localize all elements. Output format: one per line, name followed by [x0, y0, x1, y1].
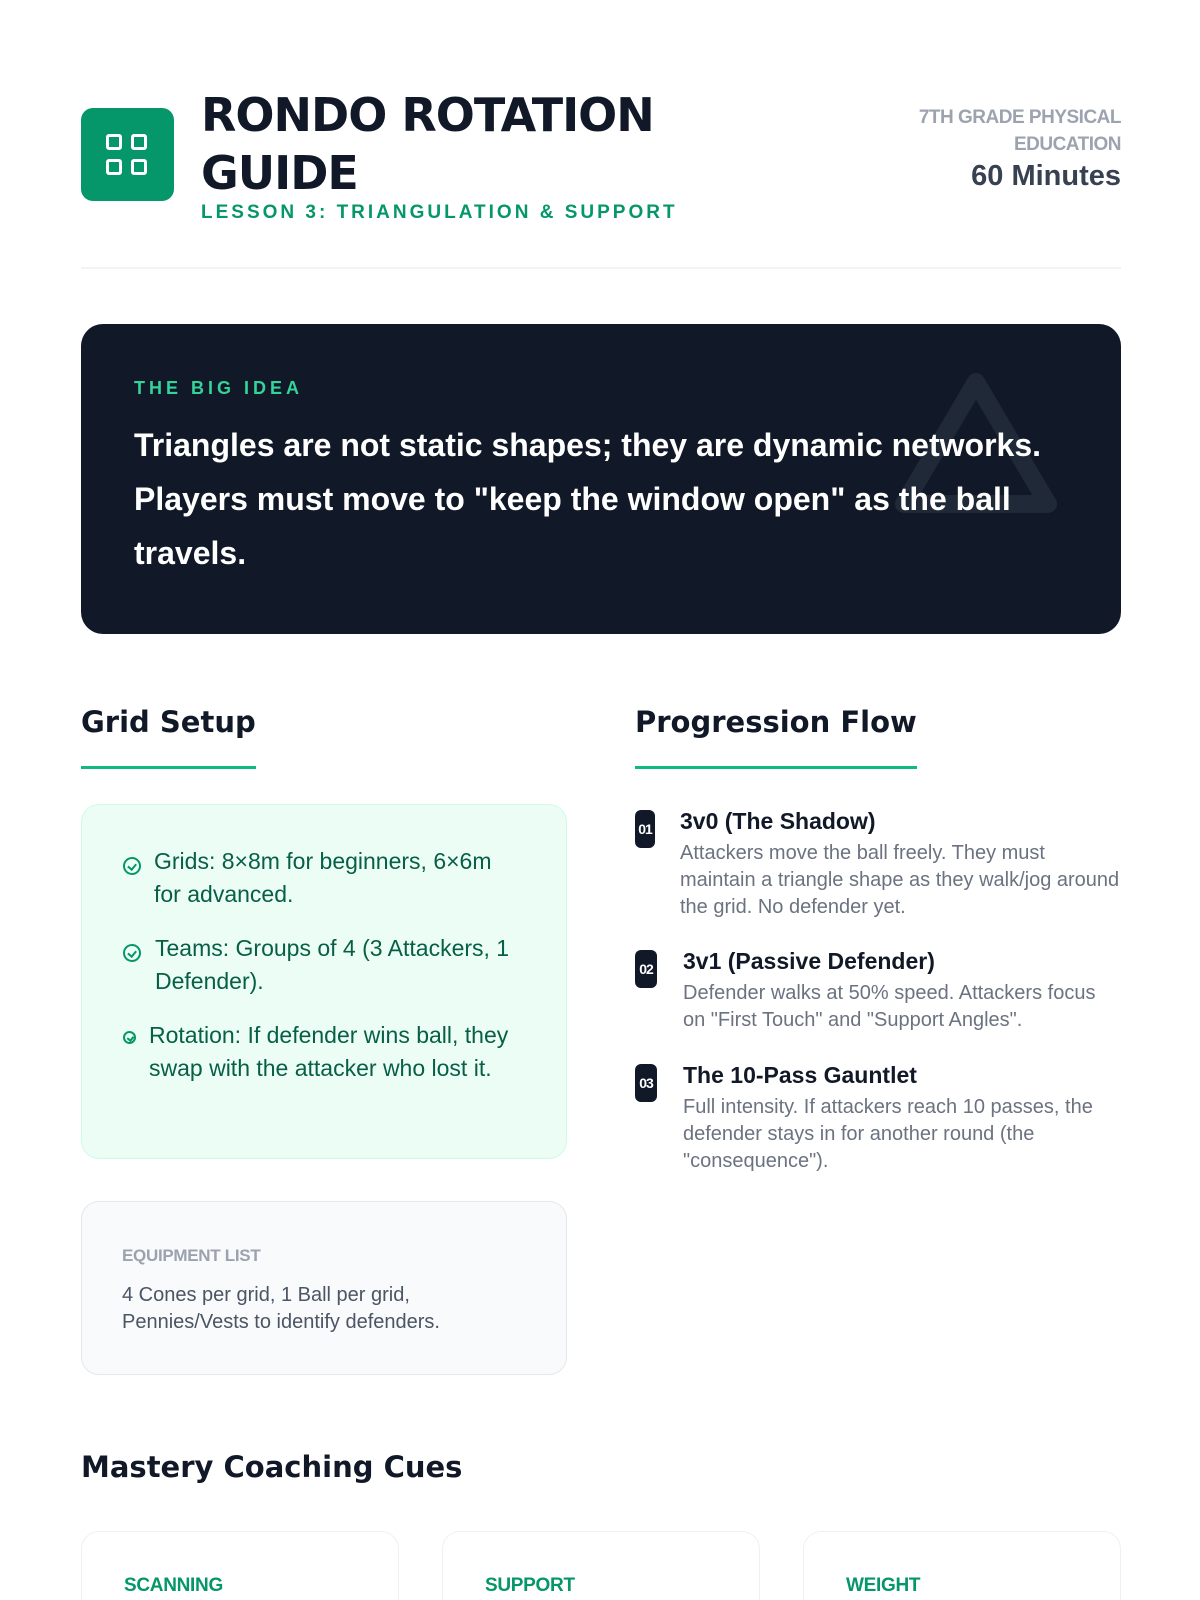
step-title: 3v0 (The Shadow) [680, 808, 876, 834]
step-description: Attackers move the ball freely. They must maintain a triangle shape as they walk/jog around the grid. No defender yet. [680, 842, 1120, 918]
header-divider [81, 267, 1121, 269]
step-title: The 10-Pass Gauntlet [683, 1062, 917, 1088]
grade-label: 7TH GRADE PHYSICAL EDUCATION [918, 107, 1121, 155]
cue-label: SUPPORT [485, 1575, 575, 1596]
cue-card-support [442, 1531, 760, 1600]
list-item: Rotation: If defender wins ball, they swap with the attacker who lost it. [149, 1022, 509, 1081]
big-idea-text: Triangles are not static shapes; they are dynamic networks. Players must move to "keep the window open" as the ball travels. [134, 427, 1041, 571]
big-idea-label: THE BIG IDEA [134, 378, 304, 398]
grid-setup-card [81, 804, 567, 1159]
check-circle-icon [123, 944, 141, 962]
cue-label: WEIGHT [846, 1575, 921, 1596]
big-idea-card [81, 324, 1121, 634]
coaching-cues-heading: Mastery Coaching Cues [81, 1450, 463, 1484]
list-item: Grids: 8×8m for beginners, 6×6m for advanced. [154, 848, 492, 907]
lesson-subtitle: LESSON 3: TRIANGULATION & SUPPORT [201, 202, 678, 223]
equipment-text: 4 Cones per grid, 1 Ball per grid, Pennies/Vests to identify defenders. [122, 1284, 440, 1333]
grid-setup-heading [81, 705, 256, 739]
equipment-card [81, 1201, 567, 1375]
check-circle-icon [123, 857, 141, 875]
check-circle-icon [123, 1031, 136, 1044]
progression-step [635, 948, 1125, 1048]
grid-icon [81, 108, 174, 201]
list-item: Teams: Groups of 4 (3 Attackers, 1 Defender). [155, 935, 510, 994]
step-number-badge: 02 [635, 950, 657, 988]
progression-heading [635, 705, 917, 739]
step-description: Defender walks at 50% speed. Attackers focus on "First Touch" and "Support Angles". [683, 982, 1096, 1031]
progression-step [635, 808, 1125, 928]
progression-heading-text: Progression Flow [635, 705, 917, 739]
cue-card-weight [803, 1531, 1121, 1600]
progression-step [635, 1062, 1125, 1182]
heading-underline [81, 766, 256, 769]
duration-label: 60 Minutes [971, 160, 1121, 192]
step-description: Full intensity. If attackers reach 10 passes, the defender stays in for another round (the "consequence"). [683, 1096, 1093, 1172]
cue-card-scanning [81, 1531, 399, 1600]
heading-underline [635, 766, 917, 769]
page-header [81, 84, 1121, 234]
equipment-title: EQUIPMENT LIST [122, 1246, 261, 1265]
step-number-badge: 03 [635, 1064, 657, 1102]
step-title: 3v1 (Passive Defender) [683, 948, 935, 974]
step-number-badge: 01 [635, 810, 655, 848]
cue-label: SCANNING [124, 1575, 223, 1596]
grid-setup-heading-text: Grid Setup [81, 705, 256, 739]
page-title: RONDO ROTATION GUIDE [201, 88, 654, 200]
